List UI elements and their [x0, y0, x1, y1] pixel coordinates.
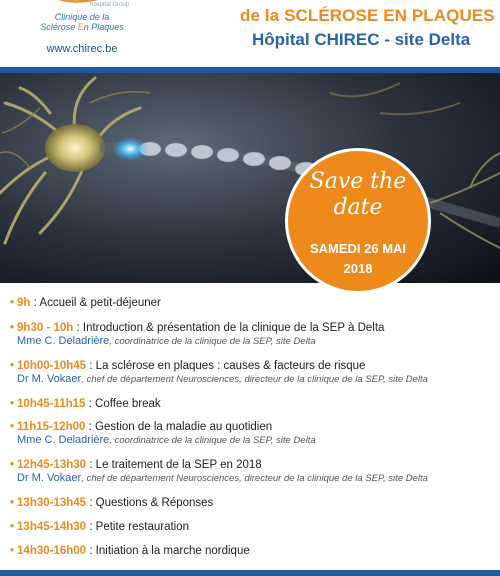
- program-item: [10, 421, 495, 446]
- program-time: 9h: [17, 297, 31, 309]
- program-description: Introduction & présentation de la clinique de la SEP à Delta: [82, 322, 385, 334]
- bullet-icon: •: [10, 521, 15, 533]
- program-description: Coffee break: [95, 398, 161, 410]
- save-the-date-badge: [285, 148, 431, 294]
- program-item: [10, 297, 495, 309]
- bullet-icon: •: [10, 421, 15, 433]
- event-location: Hôpital CHIREC - site Delta: [252, 30, 471, 49]
- program-separator: :: [86, 360, 96, 372]
- program-item: [10, 398, 495, 410]
- bullet-icon: •: [10, 459, 15, 471]
- program-description: Questions & Réponses: [95, 497, 214, 509]
- program-description: Accueil & petit-déjeuner: [39, 297, 161, 309]
- program-separator: :: [86, 459, 96, 471]
- event-date: SAMEDI 26 MAI: [309, 241, 407, 256]
- logo-line-2-suffix: n Plaques: [83, 22, 124, 32]
- bullet-icon: •: [10, 545, 15, 557]
- program-separator: :: [85, 421, 96, 433]
- bullet-icon: •: [10, 360, 15, 372]
- website-link[interactable]: www.chirec.be: [46, 43, 118, 55]
- bullet-icon: •: [10, 322, 15, 334]
- speaker-name: Mme C. Deladrière: [17, 335, 110, 347]
- save-the-text: Save the: [309, 169, 407, 194]
- speaker: [10, 434, 495, 446]
- logo-line-2-prefix: Sclérose: [40, 22, 78, 32]
- program-description: Initiation à la marche nordique: [95, 545, 250, 557]
- program-time: 12h45-13h30: [17, 459, 87, 471]
- bottom-divider: [0, 570, 500, 576]
- logo-line-2: [34, 22, 130, 32]
- program-separator: :: [73, 322, 83, 334]
- program-description: Le traitement de la SEP en 2018: [95, 459, 262, 471]
- program-item: [10, 360, 495, 385]
- speaker-role: , coordinatrice de la clinique de la SEP, site Delta: [109, 435, 316, 446]
- logo-line-1: Clinique de la: [54, 12, 110, 22]
- event-year: 2018: [343, 261, 373, 276]
- program-description: Petite restauration: [95, 521, 190, 533]
- speaker: [10, 335, 495, 347]
- program-time: 10h00-10h45: [17, 360, 87, 372]
- header: [0, 0, 500, 64]
- program-item: [10, 521, 495, 533]
- program-separator: :: [86, 497, 96, 509]
- program-time: 13h30-13h45: [17, 497, 87, 509]
- bullet-icon: •: [10, 297, 15, 309]
- speaker-name: Dr M. Vokaer: [17, 373, 82, 385]
- program-separator: :: [86, 545, 96, 557]
- bullet-icon: •: [10, 497, 15, 509]
- bullet-icon: •: [10, 398, 15, 410]
- program-time: 9h30 - 10h: [17, 322, 74, 334]
- program-time: 14h30-16h00: [17, 545, 87, 557]
- program-separator: :: [30, 297, 40, 309]
- program-time: 11h15-12h00: [17, 421, 86, 433]
- program-item: [10, 545, 495, 557]
- speaker-role: , coordinatrice de la clinique de la SEP, site Delta: [109, 336, 316, 347]
- program-time: 10h45-11h15: [17, 398, 86, 410]
- program-item: [10, 322, 495, 347]
- speaker: [10, 373, 495, 385]
- program-description: La sclérose en plaques : causes & facteurs de risque: [95, 360, 366, 372]
- speaker-role: , chef de département Neurosciences, directeur de la clinique de la SEP, site Delta: [81, 374, 428, 385]
- logo-line-2-accent: E: [77, 22, 84, 32]
- speaker-name: Dr M. Vokaer: [17, 472, 82, 484]
- program-item: [10, 497, 495, 509]
- program-item: [10, 459, 495, 484]
- program-time: 13h45-14h30: [17, 521, 87, 533]
- event-title: de la SCLÉROSE EN PLAQUES: [240, 6, 495, 25]
- clinic-logo-text: [34, 12, 130, 32]
- program-description: Gestion de la maladie au quotidien: [95, 421, 273, 433]
- speaker-role: , chef de département Neurosciences, directeur de la clinique de la SEP, site Delta: [81, 473, 428, 484]
- program-separator: :: [86, 521, 96, 533]
- speaker: [10, 472, 495, 484]
- logo-group-label: hospital Group: [90, 2, 130, 8]
- speaker-name: Mme C. Deladrière: [17, 434, 110, 446]
- date-word-text: date: [333, 195, 383, 220]
- program-separator: :: [85, 398, 96, 410]
